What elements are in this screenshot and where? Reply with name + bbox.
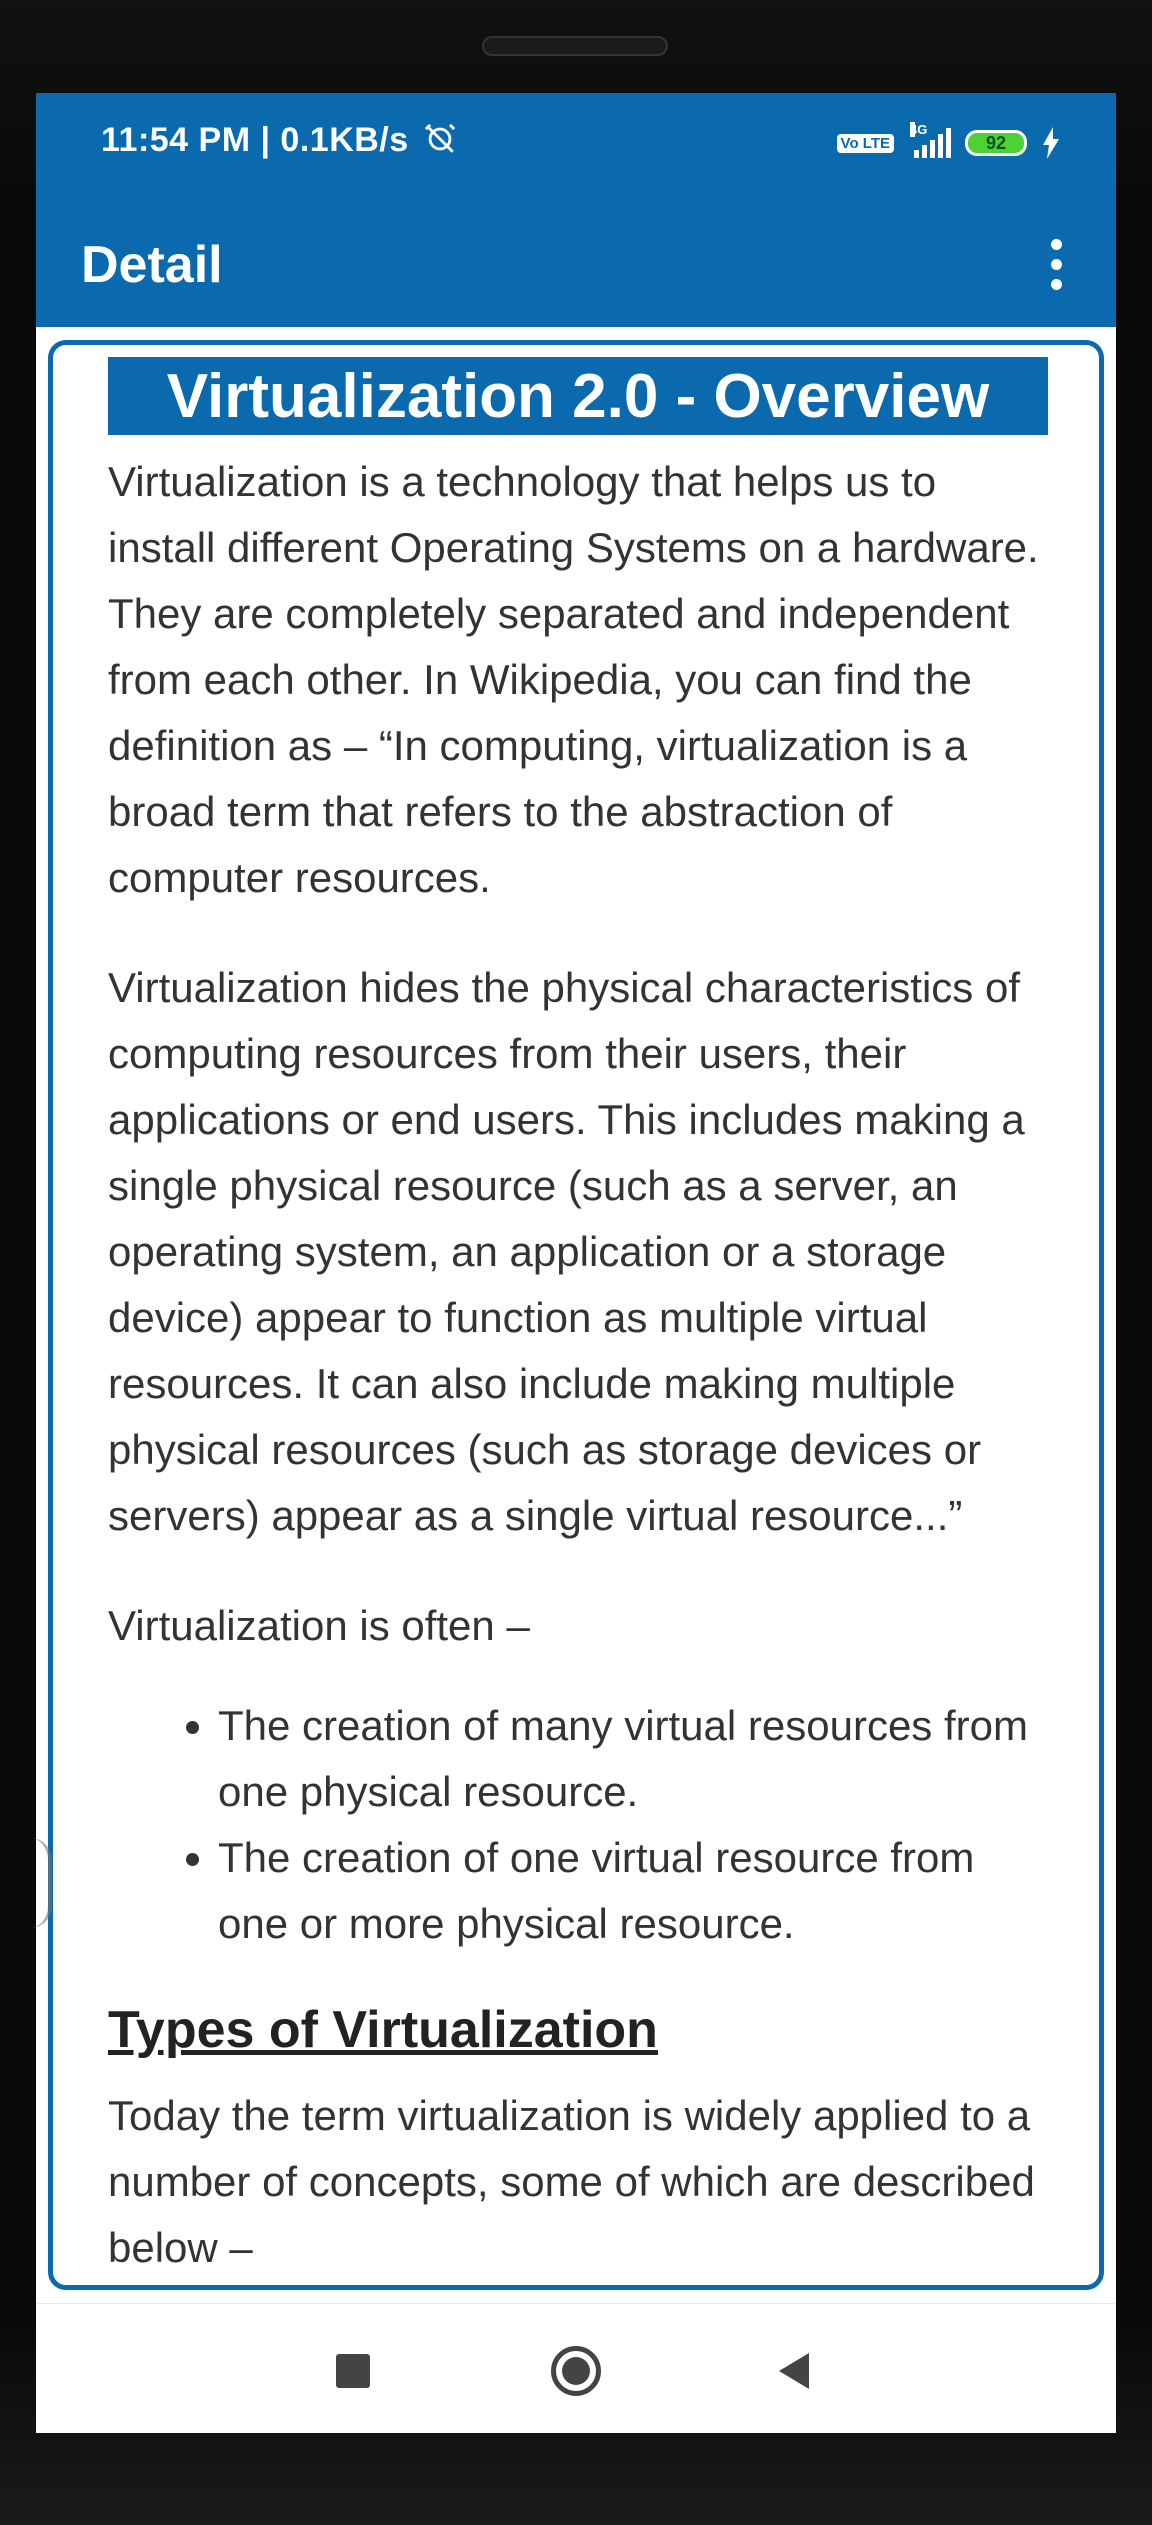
speaker-grille	[482, 36, 668, 56]
edge-swipe-handle[interactable]	[30, 1838, 52, 1928]
signal-icon	[908, 122, 951, 158]
article-card[interactable]	[48, 340, 1104, 2290]
status-bar	[36, 93, 1116, 201]
screen	[36, 93, 1116, 2433]
paragraph: Today the term virtualization is widely applied to a number of concepts, some of which are described below –	[108, 2092, 1035, 2271]
charging-icon	[1041, 127, 1061, 159]
list-item: • The creation of one virtual resource from one or more physical resource.	[218, 1825, 1048, 1957]
paragraph: Virtualization is often –	[108, 1602, 530, 1649]
paragraph: Virtualization is a technology that helps us to install different Operating Systems on a hardware. They are completely separated and independent from each other. In Wikipedia, you can find the definition as – “In computing, virtualization is a broad term that refers to the abstraction of computer resources.	[108, 458, 1039, 901]
status-icons	[837, 123, 1061, 163]
home-icon[interactable]	[551, 2346, 601, 2396]
alarm-off-icon	[423, 122, 457, 156]
paragraph: Virtualization hides the physical characteristics of computing resources from their users, their applications or end users. This includes making a single physical resource (such as a server, an operating system, an application or a storage device) appear to function as multiple virtual resources. It can also include making multiple physical resources (such as storage devices or servers) appear as a single virtual resource...”	[108, 964, 1025, 1539]
more-options-button[interactable]	[1036, 231, 1076, 297]
volte-icon: Vo LTE	[837, 134, 894, 153]
battery-icon: 92	[965, 130, 1027, 156]
article-body	[108, 357, 1048, 2290]
back-icon[interactable]	[779, 2353, 809, 2389]
article-title: Virtualization 2.0 - Overview	[108, 357, 1048, 435]
network-type-label: 4G	[910, 122, 928, 137]
more-vert-icon	[1051, 239, 1062, 250]
section-heading: Types of Virtualization	[108, 2001, 658, 2059]
page-title: Detail	[81, 236, 223, 294]
bullet-list	[108, 1693, 1048, 1957]
app-bar	[36, 201, 1116, 327]
list-item: • The creation of many virtual resources from one physical resource.	[218, 1693, 1048, 1825]
status-time	[101, 121, 457, 160]
navigation-bar	[36, 2303, 1116, 2433]
status-time-text: 11:54 PM | 0.1KB/s	[101, 121, 409, 159]
recent-apps-icon[interactable]	[336, 2354, 370, 2388]
